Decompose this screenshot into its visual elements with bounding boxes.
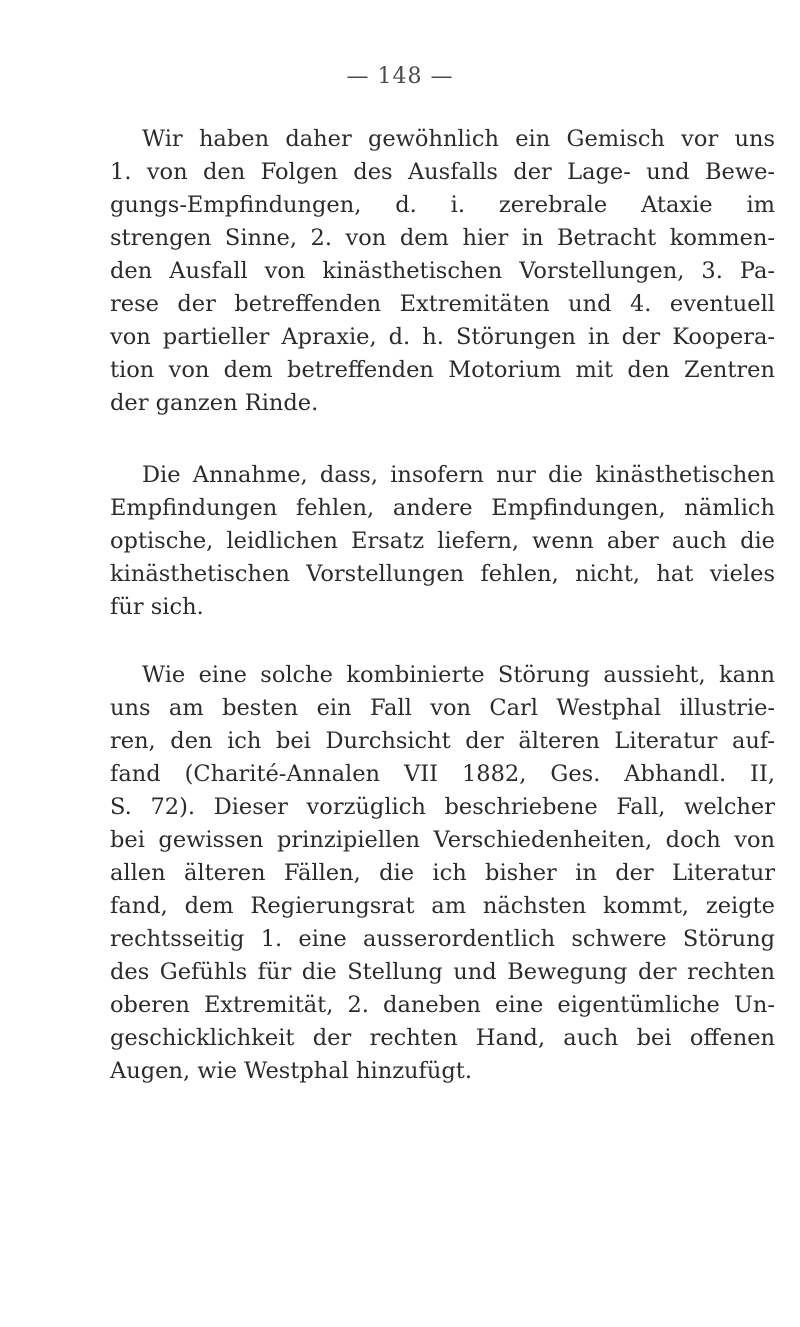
text-line: Wir haben daher gewöhnlich ein Gemisch vor uns (142, 126, 775, 152)
text-line: rese der betreffenden Extremitäten und 4. eventuell (110, 291, 775, 317)
text-line: Augen, wie Westphal hinzufügt. (110, 1058, 472, 1084)
paragraph-assumption (110, 459, 775, 624)
text-line: ren, den ich bei Durchsicht der älteren Literatur auf- (110, 728, 775, 754)
text-line: geschicklichkeit der rechten Hand, auch bei offenen (110, 1025, 775, 1051)
text-line: bei gewissen prinzipiellen Verschiedenheiten, doch von (110, 827, 775, 853)
text-line: strengen Sinne, 2. von dem hier in Betracht kommen- (110, 225, 775, 251)
text-line: des Gefühls für die Stellung und Bewegung der rechten (110, 959, 775, 985)
text-line: S. 72). Dieser vorzüglich beschriebene Fall, welcher (110, 794, 775, 820)
text-line: 1. von den Folgen des Ausfalls der Lage- und Bewe- (110, 159, 775, 185)
text-line: optische, leidlichen Ersatz liefern, wenn aber auch die (110, 528, 775, 554)
page-number: — 148 — (346, 64, 454, 89)
paragraph-westphal-case (110, 659, 775, 1088)
text-line: der ganzen Rinde. (110, 390, 319, 416)
text-line: tion von dem betreffenden Motorium mit den Zentren (110, 357, 775, 383)
paragraph-ataxia-mixture (110, 123, 775, 420)
text-line: von partieller Apraxie, d. h. Störungen in der Koopera- (110, 324, 775, 350)
text-line: Empfindungen fehlen, andere Empfindungen, nämlich (110, 495, 775, 521)
text-line: den Ausfall von kinästhetischen Vorstellungen, 3. Pa- (110, 258, 775, 284)
text-line: uns am besten ein Fall von Carl Westphal illustrie- (110, 695, 775, 721)
text-line: fand, dem Regierungsrat am nächsten kommt, zeigte (110, 893, 775, 919)
text-line: allen älteren Fällen, die ich bisher in der Literatur (110, 860, 775, 886)
text-line: kinästhetischen Vorstellungen fehlen, nicht, hat vieles (110, 561, 775, 587)
text-line: Die Annahme, dass, insofern nur die kinästhetischen (142, 462, 775, 488)
text-line: Wie eine solche kombinierte Störung aussieht, kann (142, 662, 775, 688)
text-line: gungs-Empfindungen, d. i. zerebrale Ataxie im (110, 192, 775, 218)
text-line: für sich. (110, 594, 204, 620)
text-line: oberen Extremität, 2. daneben eine eigentümliche Un- (110, 992, 775, 1018)
text-line: rechtsseitig 1. eine ausserordentlich schwere Störung (110, 926, 775, 952)
text-line: fand (Charité-Annalen VII 1882, Ges. Abhandl. II, (110, 761, 775, 787)
